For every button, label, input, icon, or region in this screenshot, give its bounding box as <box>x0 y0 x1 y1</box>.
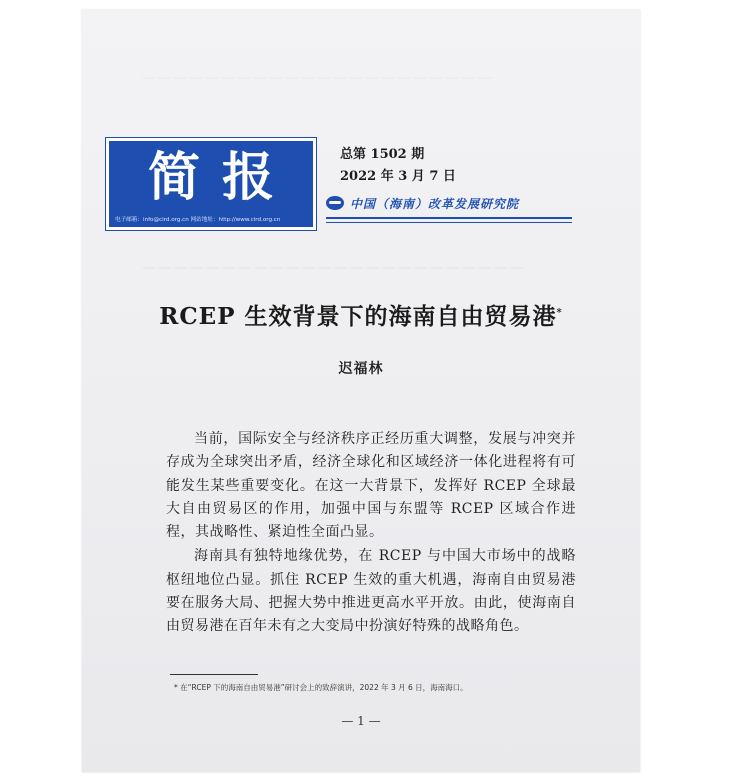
paragraph-1: 当前，国际安全与经济秩序正经历重大调整，发展与冲突并存成为全球突出矛盾，经济全球化和区域经济一体化进程将有可能发生某些重要变化。在这一大背景下，发挥好 RCEP 全球最大自由贸易区的作用，加强中国与东盟等 RCEP 区域合作进程，其战略性、紧迫性全面凸显。 <box>166 431 576 541</box>
issue-date: 2022 年 3 月 7 日 <box>340 169 456 184</box>
article-title <box>82 298 640 331</box>
document-page <box>82 10 640 772</box>
header-rule <box>326 217 572 219</box>
organization-header <box>326 193 519 213</box>
paragraph-2: 海南具有独特地缘优势，在 RCEP 与中国大市场中的战略枢纽地位凸显。抓住 RCEP 生效的重大机遇，海南自由贸易港要在服务大局、把握大势中推进更高水平开放。由此，使海南自由贸易港在百年未有之大变局中扮演好特殊的战略角色。 <box>166 548 576 635</box>
footnote: * 在“RCEP 下的海南自由贸易港”研讨会上的致辞演讲，2022 年 3 月 6 日，海南海口。 <box>174 683 468 692</box>
organization-name: 中国（海南）改革发展研究院 <box>350 196 520 211</box>
title-footnote-mark: * <box>556 307 563 319</box>
footnote-rule <box>170 674 258 675</box>
issue-info <box>340 144 456 188</box>
article-title-text: RCEP 生效背景下的海南自由贸易港 <box>159 303 557 330</box>
organization-logo-icon <box>326 196 344 210</box>
masthead-banner <box>106 138 316 230</box>
issue-number: 总第 1502 期 <box>340 147 425 162</box>
show-through-text: —————————————————————— <box>142 70 494 86</box>
article-author: 迟福林 <box>338 361 384 377</box>
masthead-title: 简报 <box>147 148 296 208</box>
header-rule-thin <box>326 222 572 223</box>
page-number: — 1 — <box>341 714 381 728</box>
article-body <box>166 428 576 639</box>
show-through-text: ———————————————————————— <box>142 260 526 276</box>
masthead-contact-line: 电子邮箱：info@cird.org.cn 网站地址：http://www.cird.org.cn <box>115 217 281 223</box>
